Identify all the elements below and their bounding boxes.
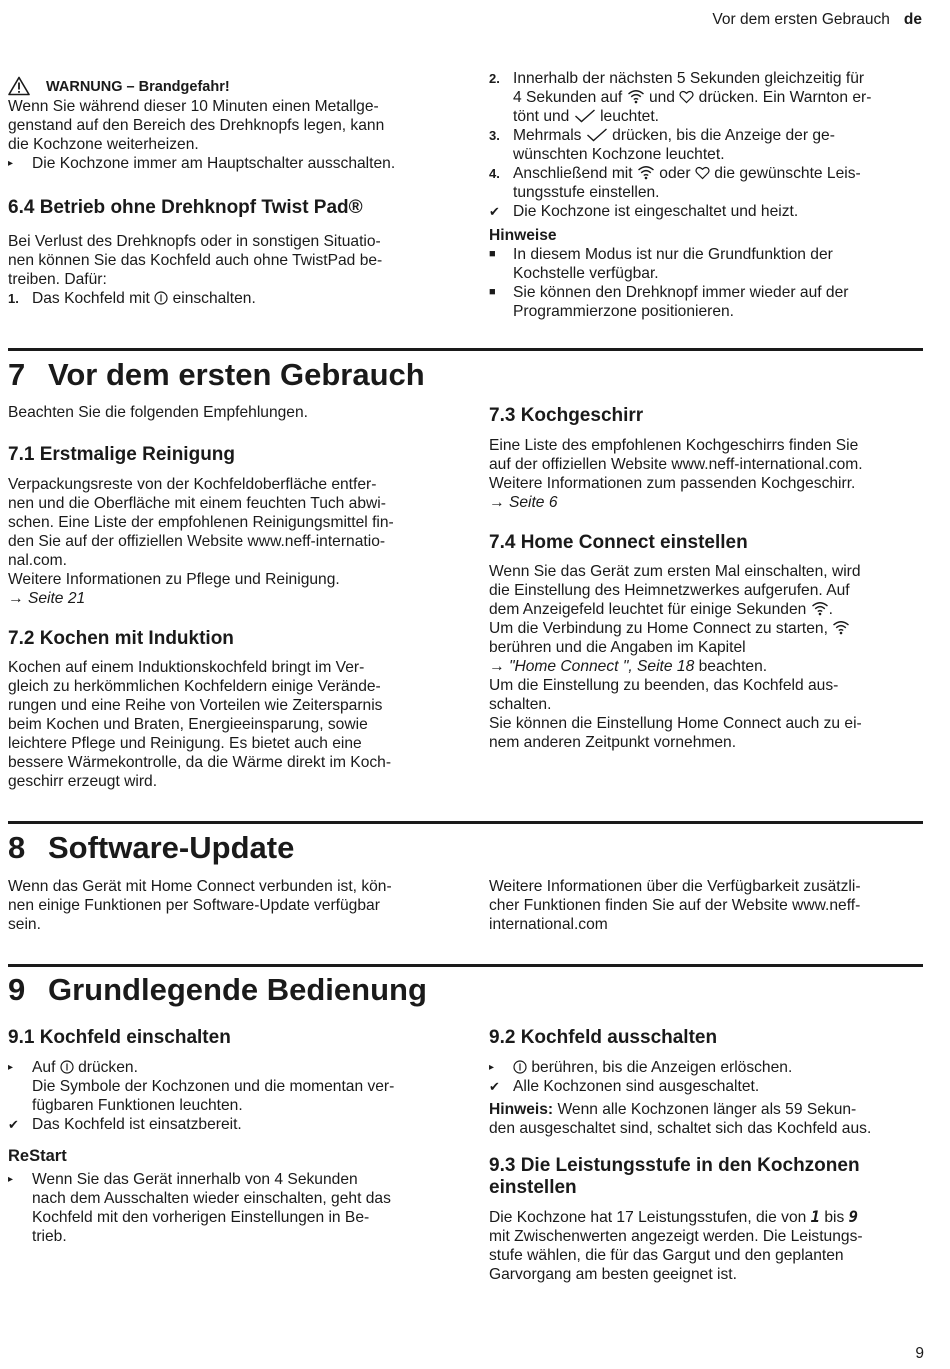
section-number: 6.4 [8, 197, 35, 218]
running-header [712, 10, 922, 29]
result-text: Das Kochfeld ist einsatzbereit. [32, 1116, 242, 1133]
xref-link[interactable]: "Home Connect ", Seite 18 [508, 658, 695, 675]
chapter-9-left-column [8, 1027, 448, 1246]
text-line: schalten. [489, 696, 552, 713]
section-6-4-heading [8, 197, 448, 219]
text-line: beim Kochen und Braten, Energieeinsparung, sowie [8, 716, 368, 733]
text-line: leichtere Pflege und Reinigung. Es bietet auch eine [8, 735, 362, 752]
section-9-3-text [489, 1208, 934, 1284]
text-run: berühren, bis die Anzeigen erlöschen. [531, 1059, 793, 1076]
warning-icon [8, 76, 30, 96]
chapter-9-heading [8, 972, 427, 1008]
text-run: Um die Verbindung zu Home Connect zu starten, [489, 620, 828, 637]
section-7-1-text [8, 475, 448, 608]
text-line [489, 1100, 934, 1119]
chapter-rule [8, 964, 923, 967]
triangle-bullet-icon: ▸ [8, 158, 14, 169]
text-run: leuchtet. [600, 108, 660, 125]
check-bullet-icon: ✔ [489, 204, 500, 219]
text-line: stufe wählen, die für das Gargut und den geplanten [489, 1247, 844, 1264]
section-title: Home Connect einstellen [520, 532, 748, 553]
text-run: die gewünschte Leis- [714, 165, 861, 182]
section-number: 9.2 [489, 1027, 516, 1048]
text-line: mit Zwischenwerten angezeigt werden. Die Leistungs- [489, 1228, 863, 1245]
top-left-column [8, 77, 448, 308]
chapter-title: Software-Update [48, 830, 295, 865]
language-code: de [903, 11, 922, 28]
section-title: Die Leistungsstufe in den Kochzonen [520, 1155, 860, 1176]
text-line: Innerhalb der nächsten 5 Sekunden gleichzeitig für [513, 70, 865, 87]
result-text: Die Kochzone ist eingeschaltet und heizt. [513, 203, 799, 220]
digit-display: 1 [810, 1208, 821, 1226]
text-line: Programmierzone positionieren. [513, 303, 735, 320]
warning-text [8, 97, 448, 154]
step-4 [489, 164, 929, 202]
text-line: tungsstufe einstellen. [513, 184, 660, 201]
text-run: und [648, 89, 675, 106]
section-7-1-heading [8, 444, 448, 466]
text-line: nem anderen Zeitpunkt vornehmen. [489, 734, 737, 751]
text-run: oder [659, 165, 691, 182]
text-run: 4 Sekunden auf [513, 89, 623, 106]
text-line: auf der offiziellen Website www.neff-international.com. [489, 456, 863, 473]
text-line: nal.com. [8, 552, 67, 569]
section-7-3-heading [489, 405, 929, 427]
xref-link[interactable]: Seite 21 [27, 590, 86, 607]
result-item [8, 1115, 448, 1134]
step-number: 4. [489, 166, 500, 181]
text-run: drücken. Ein Warnton er- [698, 89, 872, 106]
chapter-8-left-column [8, 877, 448, 934]
text-line: Die Symbole der Kochzonen und die momentan ver- [32, 1078, 395, 1095]
note-item [489, 245, 929, 283]
text-line: gleich zu herkömmlichen Kochfeldern einige Verände- [8, 678, 381, 695]
text-line [489, 600, 929, 619]
text-line: cher Funktionen finden Sie auf der Website www.neff- [489, 897, 861, 914]
top-right-column [489, 69, 929, 321]
xref-link[interactable]: Seite 6 [508, 494, 558, 511]
section-7-4-heading [489, 532, 929, 554]
square-bullet-icon: ■ [489, 286, 496, 298]
wifi-icon [832, 620, 850, 635]
section-title: Betrieb ohne Drehknopf Twist Pad® [39, 197, 363, 218]
text-line: bessere Wärmekontrolle, da die Wärme direkt im Koch- [8, 754, 392, 771]
step-number: 2. [489, 71, 500, 86]
text-line: In diesem Modus ist nur die Grundfunktion der [513, 246, 833, 263]
chapter-rule [8, 821, 923, 824]
section-9-1-heading [8, 1027, 448, 1049]
chapter-7-heading [8, 357, 425, 393]
text-line [513, 126, 929, 145]
text-line: Garvorgang am besten geeignet ist. [489, 1266, 737, 1283]
digit-display: 9 [848, 1208, 859, 1226]
text-line: berühren und die Angaben im Kapitel [489, 639, 746, 656]
text-line: sein. [8, 916, 41, 933]
chapter-8-heading [8, 830, 294, 866]
section-title: einstellen [489, 1177, 577, 1198]
text-run: Auf [32, 1059, 56, 1076]
text-run: bis [824, 1209, 845, 1226]
step-text: Das Kochfeld mit [32, 290, 150, 307]
text-line: Bei Verlust des Drehknopfs oder in sonstigen Situatio- [8, 233, 381, 250]
cross-reference[interactable] [489, 493, 929, 512]
section-7-2-text [8, 658, 448, 791]
section-title: Kochgeschirr [520, 405, 644, 426]
text-line: genstand auf den Bereich des Drehknopfs legen, kann [8, 117, 385, 134]
checkmark-icon [586, 128, 608, 142]
section-title: Kochfeld einschalten [39, 1027, 231, 1048]
step-number: 3. [489, 128, 500, 143]
text-line [513, 88, 929, 107]
chapter-7-left-column [8, 403, 448, 791]
heart-icon [679, 90, 694, 104]
action-text: Die Kochzone immer am Hauptschalter ausschalten. [32, 155, 396, 172]
step-3 [489, 126, 929, 164]
page-number: 9 [915, 1345, 924, 1362]
chapter-9-right-column [489, 1027, 934, 1284]
running-title: Vor dem ersten Gebrauch [712, 11, 890, 28]
section-7-2-heading [8, 628, 448, 650]
text-line: international.com [489, 916, 608, 933]
action-item [8, 1058, 448, 1115]
arrow-icon: → [489, 658, 505, 675]
text-line: treiben. Dafür: [8, 271, 107, 288]
arrow-icon: → [8, 590, 24, 607]
arrow-icon: → [489, 494, 505, 511]
note-item [489, 283, 929, 321]
triangle-bullet-icon: ▸ [8, 1062, 14, 1073]
text-run: Die Kochzone hat 17 Leistungsstufen, die von [489, 1209, 807, 1226]
cross-reference[interactable] [8, 589, 448, 608]
chapter-number: 7 [8, 357, 26, 392]
chapter-number: 8 [8, 830, 26, 865]
text-line: nen einige Funktionen per Software-Update verfügbar [8, 897, 380, 914]
cross-reference[interactable] [489, 657, 929, 676]
notes-title: Hinweise [489, 227, 557, 244]
power-icon [513, 1060, 527, 1074]
section-9-2-heading [489, 1027, 934, 1049]
section-number: 7.1 [8, 444, 35, 465]
section-title: Kochfeld ausschalten [520, 1027, 718, 1048]
warning-heading [8, 77, 448, 97]
text-line [489, 1155, 934, 1177]
text-line: Weitere Informationen zum passenden Kochgeschirr. [489, 475, 856, 492]
section-7-3-text [489, 436, 929, 512]
text-line: Wenn Sie das Gerät zum ersten Mal einschalten, wird [489, 563, 861, 580]
text-line: die Kochzone weiterheizen. [8, 136, 199, 153]
section-number: 9.3 [489, 1155, 516, 1176]
section-6-4-text [8, 232, 448, 289]
text-line: trieb. [32, 1228, 67, 1245]
text-line: Kochfeld mit den vorherigen Einstellungen in Be- [32, 1209, 370, 1226]
wifi-icon [637, 165, 655, 180]
text-run: dem Anzeigefeld leuchtet für einige Sekunden [489, 601, 807, 618]
text-run: Anschließend mit [513, 165, 633, 182]
restart-title: ReStart [8, 1147, 67, 1165]
text-line: Kochstelle verfügbar. [513, 265, 659, 282]
text-line: Wenn Sie das Gerät innerhalb von 4 Sekunden [32, 1171, 358, 1188]
step-text: einschalten. [172, 290, 256, 307]
text-line: fügbaren Funktionen leuchten. [32, 1097, 243, 1114]
text-line [32, 1058, 448, 1077]
triangle-bullet-icon: ▸ [8, 1174, 14, 1185]
text-line: nen und die Oberfläche mit einem feuchten Tuch abwi- [8, 495, 386, 512]
result-item [489, 1077, 934, 1096]
text-line: Weitere Informationen zu Pflege und Reinigung. [8, 571, 340, 588]
text-line: die Einstellung des Heimnetzwerkes aufgerufen. Auf [489, 582, 850, 599]
section-number: 7.4 [489, 532, 516, 553]
wifi-icon [627, 89, 645, 104]
chapter-title: Vor dem ersten Gebrauch [48, 357, 425, 392]
text-line: schen. Eine Liste der empfohlenen Reinigungsmittel fin- [8, 514, 394, 531]
check-bullet-icon: ✔ [8, 1117, 19, 1132]
text-line: rungen und eine Reihe von Vorteilen wie Zeitersparnis [8, 697, 383, 714]
step-result [489, 202, 929, 221]
text-line: Eine Liste des empfohlenen Kochgeschirrs finden Sie [489, 437, 859, 454]
text-line [513, 164, 929, 183]
check-bullet-icon: ✔ [489, 1079, 500, 1094]
text-line: wünschten Kochzone leuchtet. [513, 146, 725, 163]
chapter-7-right-column [489, 405, 929, 752]
text-line: Wenn Sie während dieser 10 Minuten einen Metallge- [8, 98, 379, 115]
section-title: Erstmalige Reinigung [39, 444, 236, 465]
section-title: Kochen mit Induktion [39, 628, 234, 649]
chapter-title: Grundlegende Bedienung [48, 972, 427, 1007]
triangle-bullet-icon: ▸ [489, 1062, 495, 1073]
power-icon [60, 1060, 74, 1074]
text-line [489, 619, 929, 638]
text-line: nach dem Ausschalten wieder einschalten, geht das [32, 1190, 391, 1207]
text-line: Wenn das Gerät mit Home Connect verbunden ist, kön- [8, 878, 392, 895]
section-9-2-note [489, 1100, 934, 1138]
text-line: Um die Einstellung zu beenden, das Kochfeld aus- [489, 677, 839, 694]
text-line: Sie können den Drehknopf immer wieder auf der [513, 284, 849, 301]
text-line: Sie können die Einstellung Home Connect auch zu ei- [489, 715, 862, 732]
text-run: drücken, bis die Anzeige der ge- [612, 127, 835, 144]
chapter-rule [8, 348, 923, 351]
checkmark-icon [574, 109, 596, 123]
text-run: Wenn alle Kochzonen länger als 59 Sekun- [557, 1101, 857, 1118]
text-run: . [828, 601, 833, 618]
power-icon [154, 291, 168, 305]
action-item [8, 1170, 448, 1246]
step-number: 1. [8, 291, 19, 306]
chapter-number: 9 [8, 972, 26, 1007]
step-1 [8, 289, 448, 308]
text-run: tönt und [513, 108, 570, 125]
text-line: nen können Sie das Kochfeld auch ohne TwistPad be- [8, 252, 383, 269]
square-bullet-icon: ■ [489, 248, 496, 260]
text-run: drücken. [78, 1059, 138, 1076]
text-line: Verpackungsreste von der Kochfeldoberfläche entfer- [8, 476, 377, 493]
text-line [513, 107, 929, 126]
text-line: den Sie auf der offiziellen Website www.neff-internatio- [8, 533, 386, 550]
heart-icon [695, 166, 710, 180]
text-line: geschirr erzeugt wird. [8, 773, 158, 790]
text-run: beachten. [698, 658, 768, 675]
section-7-4-text [489, 562, 929, 752]
chapter-intro: Beachten Sie die folgenden Empfehlungen. [8, 404, 308, 421]
section-number: 7.3 [489, 405, 516, 426]
text-line [489, 1208, 934, 1227]
warning-action [8, 154, 448, 173]
section-9-3-heading [489, 1155, 934, 1199]
section-number: 9.1 [8, 1027, 35, 1048]
step-2 [489, 69, 929, 126]
result-text: Alle Kochzonen sind ausgeschaltet. [513, 1078, 760, 1095]
text-line: Kochen auf einem Induktionskochfeld bringt im Ver- [8, 659, 365, 676]
text-line: Weitere Informationen über die Verfügbarkeit zusätzli- [489, 878, 861, 895]
action-item [489, 1058, 934, 1077]
wifi-icon [811, 601, 829, 616]
note-label: Hinweis: [489, 1101, 554, 1118]
text-line: den ausgeschaltet sind, schaltet sich das Kochfeld aus. [489, 1120, 872, 1137]
warning-title: WARNUNG – Brandgefahr! [46, 79, 230, 95]
text-run: Mehrmals [513, 127, 582, 144]
chapter-8-right-column [489, 877, 929, 934]
section-number: 7.2 [8, 628, 35, 649]
